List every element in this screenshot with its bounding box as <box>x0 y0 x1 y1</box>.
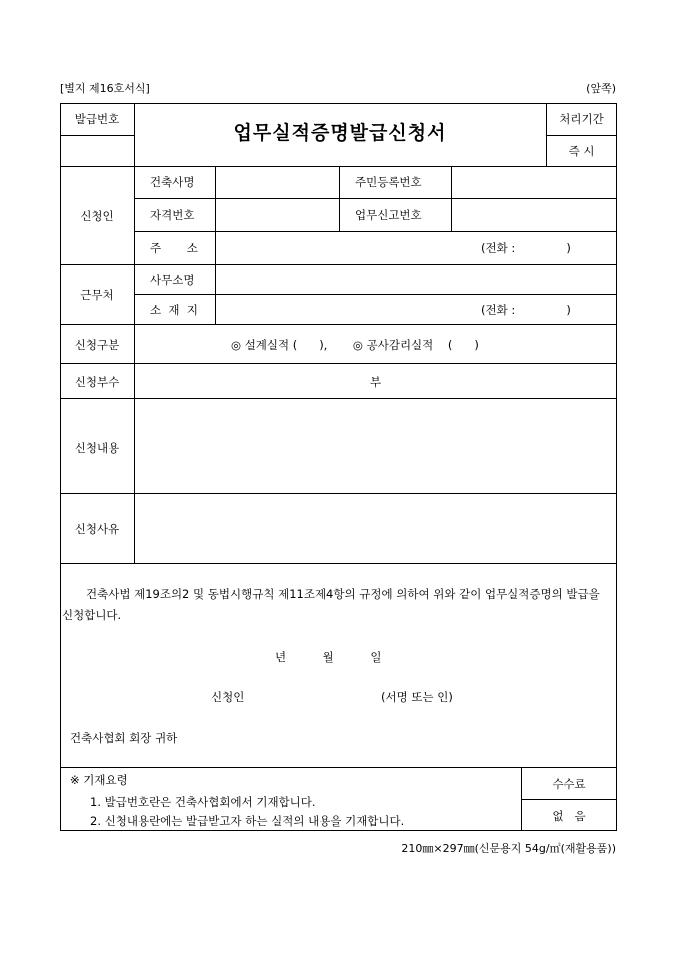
request-type-options[interactable]: ◎ 설계실적 ( ), ◎ 공사감리실적 ( ) <box>231 338 479 352</box>
request-reason-field[interactable] <box>136 495 616 562</box>
applicant-section-label: 신청인 <box>80 209 114 223</box>
office-name-label: 사무소명 <box>150 273 195 287</box>
request-content-label: 신청내용 <box>74 441 120 455</box>
architect-name-field[interactable] <box>216 167 338 197</box>
paper-spec: 210㎜×297㎜(신문용지 54g/㎡(재활용품)) <box>401 842 616 855</box>
notes-title: ※ 기재요령 <box>70 773 128 787</box>
signature-label: (서명 또는 인) <box>381 690 453 704</box>
location-field[interactable] <box>216 295 478 323</box>
divider <box>134 166 135 563</box>
divider <box>60 363 617 364</box>
processing-period-label: 처리기간 <box>559 112 604 126</box>
office-name-field[interactable] <box>216 265 616 293</box>
copies-label: 신청부수 <box>74 375 120 389</box>
divider <box>339 166 340 231</box>
business-report-number-label: 업무신고번호 <box>355 208 422 222</box>
resident-number-label: 주민등록번호 <box>355 175 422 189</box>
location-label: 소 재 지 <box>150 303 198 317</box>
divider <box>60 493 617 494</box>
divider <box>60 324 617 325</box>
address-field[interactable] <box>216 232 478 263</box>
workplace-phone-label: (전화 : ) <box>481 303 571 317</box>
business-report-number-field[interactable] <box>452 199 616 230</box>
addressee: 건축사협회 회장 귀하 <box>70 731 178 745</box>
applicant-sign-label: 신청인 <box>211 690 245 704</box>
declaration-text: 건축사법 제19조의2 및 동법시행규칙 제11조제4항의 규정에 의하여 위와 같이 업무실적증명의 발급을 신청합니다. <box>62 587 600 622</box>
divider <box>521 799 617 800</box>
license-number-field[interactable] <box>216 199 338 230</box>
request-reason-label: 신청사유 <box>74 522 120 536</box>
front-side-label: (앞쪽) <box>586 82 616 95</box>
divider <box>60 563 617 564</box>
notes-item: 2. 신청내용란에는 발급받고자 하는 실적의 내용을 기재합니다. <box>90 814 405 828</box>
license-number-label: 자격번호 <box>150 208 195 222</box>
divider <box>60 767 617 768</box>
divider <box>60 135 135 136</box>
date-line: 년 월 일 <box>275 650 382 664</box>
divider <box>546 135 617 136</box>
request-content-field[interactable] <box>136 400 616 492</box>
issue-number-label: 발급번호 <box>74 112 120 126</box>
form-title: 업무실적증명발급신청서 <box>233 122 447 144</box>
processing-period-value: 즉 시 <box>568 144 595 158</box>
workplace-section-label: 근무처 <box>80 288 114 302</box>
copies-field[interactable] <box>136 365 366 397</box>
notes-item: 1. 발급번호란은 건축사협회에서 기재합니다. <box>90 795 316 809</box>
request-type-label: 신청구분 <box>74 338 120 352</box>
applicant-phone-label: (전화 : ) <box>481 241 571 255</box>
copies-unit: 부 <box>370 375 382 389</box>
fee-value: 없 음 <box>552 809 586 823</box>
address-label: 주 소 <box>150 241 198 255</box>
architect-name-label: 건축사명 <box>150 175 195 189</box>
form-number-label: [별지 제16호서식] <box>60 82 150 95</box>
divider <box>60 398 617 399</box>
fee-label: 수수료 <box>552 777 586 791</box>
resident-number-field[interactable] <box>452 167 616 197</box>
